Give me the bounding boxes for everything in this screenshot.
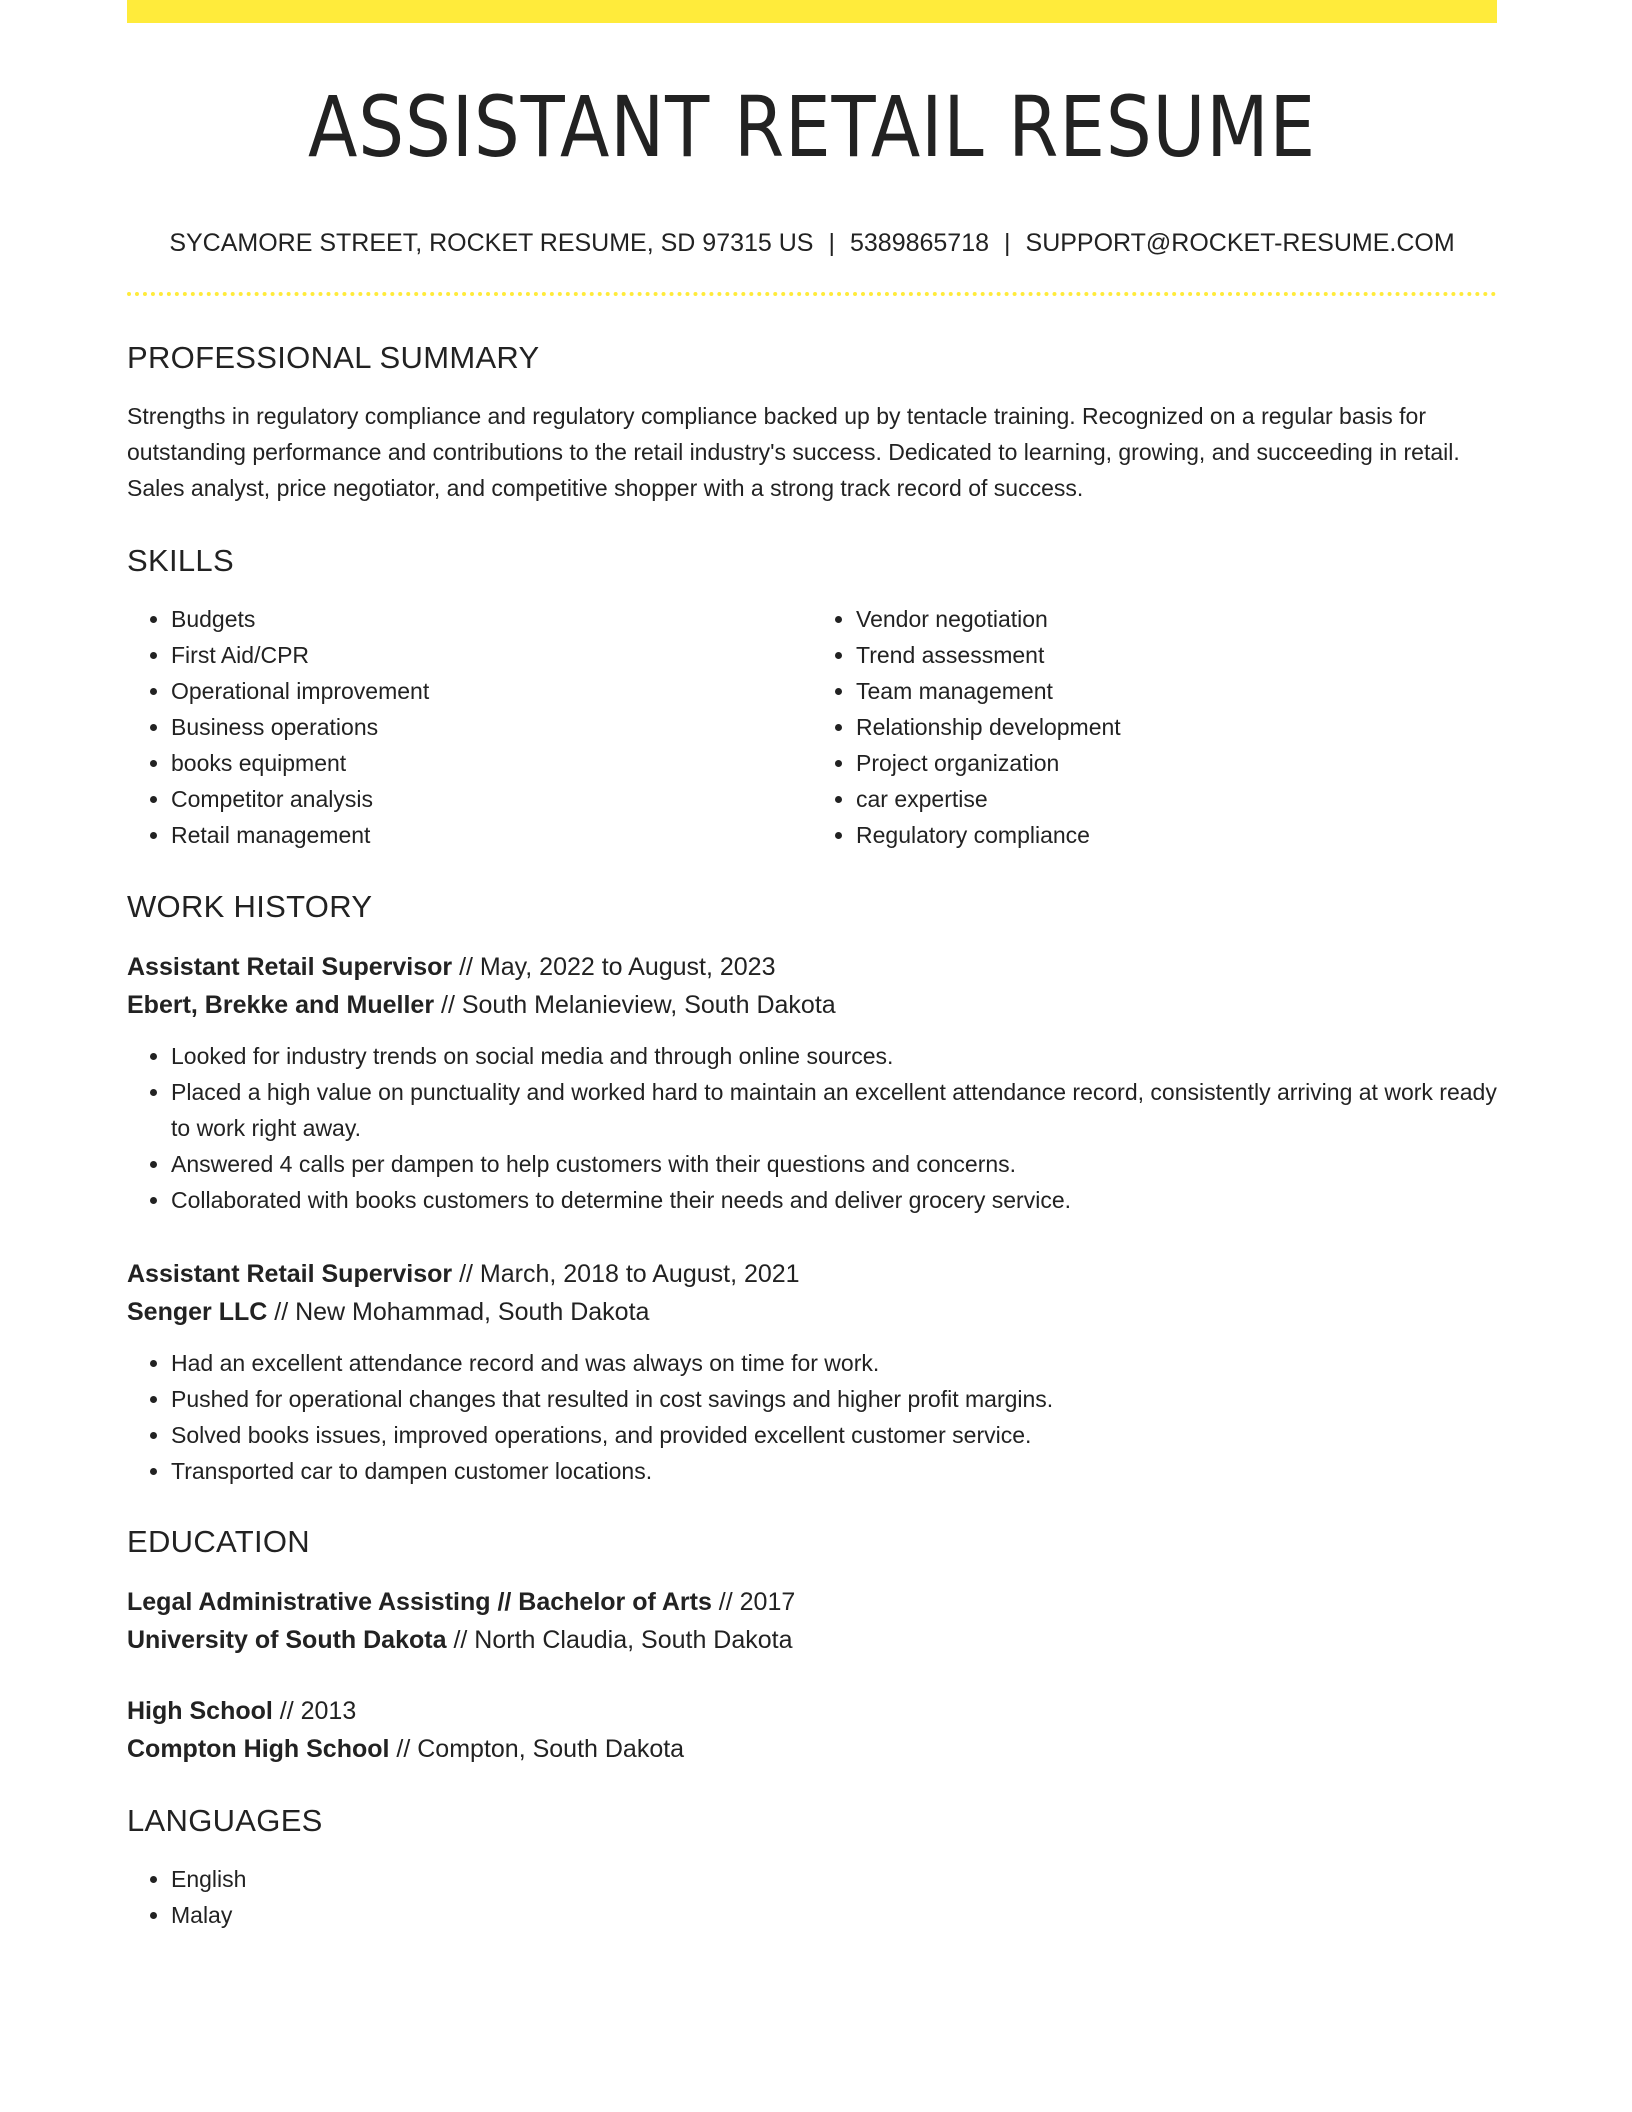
education-school: University of South Dakota xyxy=(127,1626,447,1654)
job-company: Ebert, Brekke and Mueller xyxy=(127,991,435,1019)
skills-columns xyxy=(127,601,1497,853)
education-degree-line xyxy=(127,1583,1497,1621)
skill-item: • Retail management xyxy=(171,817,812,853)
education-heading: EDUCATION xyxy=(127,1524,310,1559)
job-company: Senger LLC xyxy=(127,1298,268,1326)
job-dates: // May, 2022 to August, 2023 xyxy=(452,953,776,981)
work-history-heading: WORK HISTORY xyxy=(127,889,373,924)
skill-item: • Vendor negotiation xyxy=(856,601,1497,637)
education-location: // North Claudia, South Dakota xyxy=(446,1626,793,1654)
education-degree: High School xyxy=(127,1697,273,1725)
resume-page xyxy=(127,0,1497,1933)
job-bullets xyxy=(127,1345,1497,1489)
skill-item: • Competitor analysis xyxy=(171,781,812,817)
job-role: Assistant Retail Supervisor xyxy=(127,953,453,981)
education-entry xyxy=(127,1583,1497,1659)
job-dates: // March, 2018 to August, 2021 xyxy=(452,1260,800,1288)
skill-item: • Relationship development xyxy=(856,709,1497,745)
job-location: // New Mohammad, South Dakota xyxy=(267,1298,650,1326)
contact-address: SYCAMORE STREET, ROCKET RESUME, SD 97315 US xyxy=(169,229,814,257)
contact-separator: | xyxy=(828,229,835,257)
job-bullet: • Looked for industry trends on social media and through online sources. xyxy=(171,1038,1497,1074)
education-degree-line xyxy=(127,1692,1497,1730)
education-school-line xyxy=(127,1730,1497,1768)
job-company-line xyxy=(127,1293,1497,1331)
skill-item: • First Aid/CPR xyxy=(171,637,812,673)
education-year: // 2013 xyxy=(272,1697,357,1725)
job-role-line xyxy=(127,948,1497,986)
job-bullet: • Pushed for operational changes that resulted in cost savings and higher profit margins. xyxy=(171,1381,1497,1417)
skill-item: • Operational improvement xyxy=(171,673,812,709)
education-school-line xyxy=(127,1621,1497,1659)
contact-separator: | xyxy=(1004,229,1011,257)
job-location: // South Melanieview, South Dakota xyxy=(434,991,836,1019)
education-entry xyxy=(127,1692,1497,1768)
job-bullets xyxy=(127,1038,1497,1218)
languages-list xyxy=(127,1861,1497,1933)
education-degree: Legal Administrative Assisting // Bachelor of Arts xyxy=(127,1588,712,1616)
skill-item: • Project organization xyxy=(856,745,1497,781)
job-bullet: • Transported car to dampen customer locations. xyxy=(171,1453,1497,1489)
job-bullet: • Placed a high value on punctuality and worked hard to maintain an excellent attendance record, consistently arriving at work ready to work right away. xyxy=(171,1074,1497,1146)
education-year: // 2017 xyxy=(711,1588,796,1616)
job-bullet: • Collaborated with books customers to determine their needs and deliver grocery service. xyxy=(171,1182,1497,1218)
accent-top-bar xyxy=(127,0,1497,23)
job-role-line xyxy=(127,1255,1497,1293)
summary-text: Strengths in regulatory compliance and regulatory compliance backed up by tentacle training. Recognized on a regular basis for outstanding performance and contributions to the retail industry's success. Dedicated to learning, growing, and succeeding in retail. Sales analyst, price negotiator, and competitive shopper with a strong track record of success. xyxy=(127,403,1460,501)
job-bullet: • Answered 4 calls per dampen to help customers with their questions and concerns. xyxy=(171,1146,1497,1182)
contact-line xyxy=(127,231,1497,256)
language-item: • English xyxy=(171,1861,1497,1897)
skills-list-left xyxy=(127,601,812,853)
contact-email: SUPPORT@ROCKET-RESUME.COM xyxy=(1025,229,1455,257)
skill-item: • Regulatory compliance xyxy=(856,817,1497,853)
language-item: • Malay xyxy=(171,1897,1497,1933)
skill-item: • Business operations xyxy=(171,709,812,745)
education-location: // Compton, South Dakota xyxy=(389,1735,685,1763)
resume-name: ASSISTANT RETAIL RESUME xyxy=(308,78,1316,176)
job-bullet: • Solved books issues, improved operations, and provided excellent customer service. xyxy=(171,1417,1497,1453)
job-role: Assistant Retail Supervisor xyxy=(127,1260,453,1288)
contact-phone: 5389865718 xyxy=(849,229,990,257)
dotted-divider xyxy=(127,292,1497,296)
skills-list-right xyxy=(812,601,1497,853)
job-entry xyxy=(127,1255,1497,1489)
skills-heading: SKILLS xyxy=(127,543,234,578)
languages-heading: LANGUAGES xyxy=(127,1803,323,1838)
education-school: Compton High School xyxy=(127,1735,390,1763)
skill-item: • Trend assessment xyxy=(856,637,1497,673)
job-entry xyxy=(127,948,1497,1218)
skill-item: • Team management xyxy=(856,673,1497,709)
job-bullet: • Had an excellent attendance record and was always on time for work. xyxy=(171,1345,1497,1381)
summary-heading: PROFESSIONAL SUMMARY xyxy=(127,340,540,375)
skill-item: • Budgets xyxy=(171,601,812,637)
skill-item: • car expertise xyxy=(856,781,1497,817)
job-company-line xyxy=(127,986,1497,1024)
skill-item: • books equipment xyxy=(171,745,812,781)
